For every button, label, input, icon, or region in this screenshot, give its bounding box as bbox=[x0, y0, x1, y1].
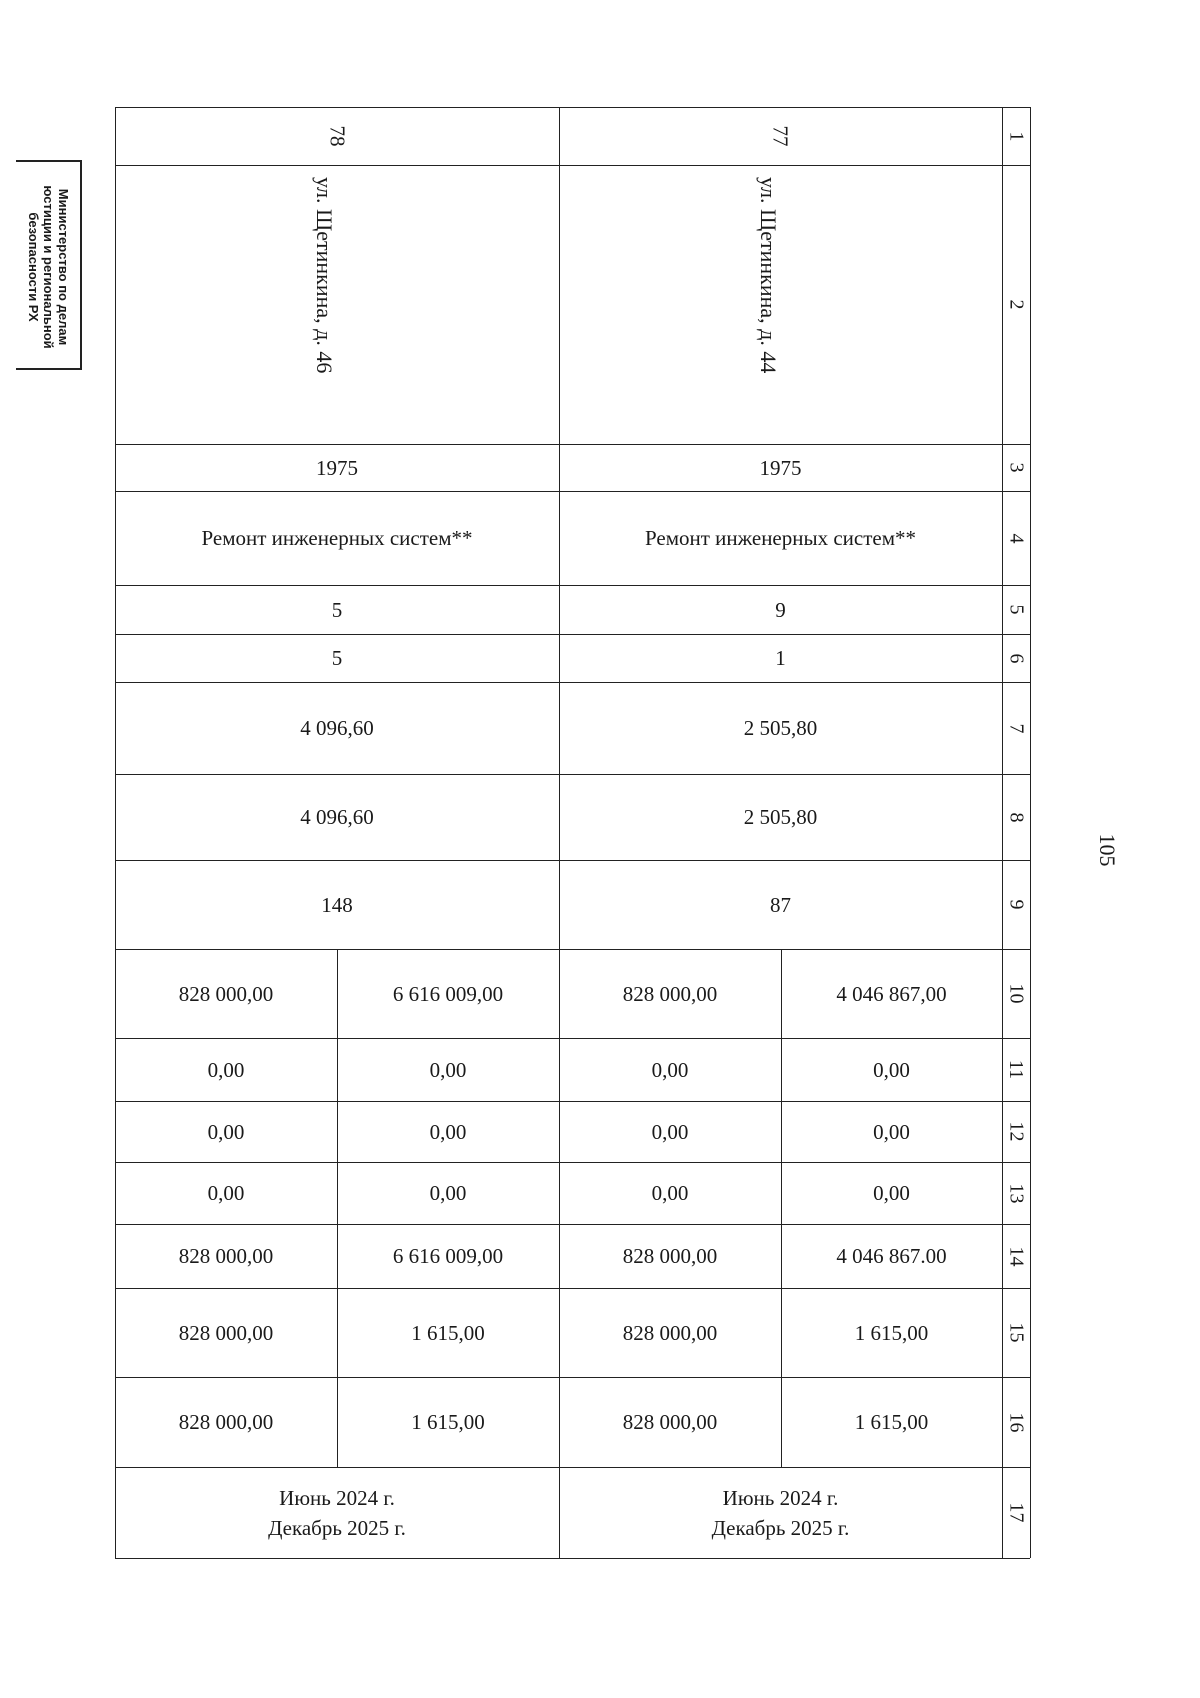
page-number: 105 bbox=[1095, 833, 1120, 867]
record-period bbox=[115, 1467, 559, 1558]
record-r14b: 4 046 867.00 bbox=[836, 1244, 947, 1268]
row-number: 15 bbox=[1005, 1322, 1028, 1343]
stamp-line-2: юстиции и региональной bbox=[41, 185, 57, 349]
record-r11a: 0,00 bbox=[651, 1057, 689, 1082]
table-border-right bbox=[1030, 107, 1031, 1558]
record-r12a: 0,00 bbox=[207, 1119, 245, 1144]
record-r15a: 828 000,00 bbox=[178, 1320, 274, 1345]
record-r11a: 0,00 bbox=[207, 1057, 245, 1082]
row-number: 7 bbox=[1005, 723, 1028, 733]
row-number: 4 bbox=[1005, 533, 1028, 543]
record-r5: 5 bbox=[331, 597, 343, 622]
stamp-line-3: безопасности РХ bbox=[26, 212, 42, 322]
data-table bbox=[115, 107, 1030, 1560]
row-number: 14 bbox=[1005, 1246, 1028, 1266]
record-r7: 2 505,80 bbox=[743, 716, 818, 740]
stamp-line-1: Министерство по делам bbox=[56, 188, 72, 346]
record-year: 1975 bbox=[316, 455, 358, 480]
record-period bbox=[559, 1467, 1002, 1558]
record-r13b: 0,00 bbox=[873, 1181, 910, 1205]
record-work-type: Ремонт инженерных систем** bbox=[644, 526, 917, 550]
record-r10a: 828 000,00 bbox=[178, 981, 274, 1006]
record-r6: 1 bbox=[775, 646, 786, 670]
record-r8: 4 096,60 bbox=[300, 805, 374, 829]
row-number: 17 bbox=[1005, 1502, 1028, 1523]
record-r16a: 828 000,00 bbox=[622, 1410, 718, 1434]
record-r8: 2 505,80 bbox=[743, 805, 818, 829]
period-start: Июнь 2024 г. bbox=[279, 1485, 395, 1510]
record-r15b: 1 615,00 bbox=[854, 1320, 929, 1345]
record-r10b: 6 616 009,00 bbox=[392, 981, 504, 1006]
record-work-type: Ремонт инженерных систем** bbox=[201, 526, 473, 550]
record-number: 77 bbox=[768, 125, 793, 147]
row-number: 11 bbox=[1005, 1059, 1028, 1080]
period-end: Декабрь 2025 г. bbox=[711, 1515, 850, 1540]
record-r10b: 4 046 867,00 bbox=[836, 981, 947, 1006]
record-r12a: 0,00 bbox=[651, 1119, 689, 1144]
record-r16b: 1 615,00 bbox=[854, 1410, 929, 1434]
row-number: 2 bbox=[1005, 299, 1028, 310]
record-r13a: 0,00 bbox=[651, 1181, 689, 1205]
record-r12b: 0,00 bbox=[429, 1119, 467, 1144]
row-number: 3 bbox=[1005, 462, 1028, 473]
row-number: 16 bbox=[1005, 1412, 1028, 1432]
record-number: 78 bbox=[325, 125, 349, 147]
record-r16a: 828 000,00 bbox=[178, 1410, 274, 1434]
record-r11b: 0,00 bbox=[873, 1057, 910, 1082]
record-r16b: 1 615,00 bbox=[411, 1410, 485, 1434]
row-number: 9 bbox=[1005, 899, 1028, 910]
ministry-stamp bbox=[16, 160, 82, 370]
record-r6: 5 bbox=[331, 646, 343, 670]
record-year: 1975 bbox=[759, 455, 802, 480]
record-r13a: 0,00 bbox=[207, 1181, 245, 1205]
row-number: 13 bbox=[1005, 1183, 1028, 1203]
record-r13b: 0,00 bbox=[429, 1181, 467, 1205]
record-r14a: 828 000,00 bbox=[622, 1244, 718, 1268]
record-address: ул. Щетинкина, д. 44 bbox=[756, 177, 781, 374]
row-number: 8 bbox=[1005, 812, 1028, 822]
row-number: 12 bbox=[1005, 1121, 1028, 1142]
record-r10a: 828 000,00 bbox=[622, 981, 718, 1006]
period-end: Декабрь 2025 г. bbox=[268, 1515, 406, 1540]
record-address: ул. Щетинкина, д. 46 bbox=[312, 177, 337, 374]
record-r14a: 828 000,00 bbox=[178, 1244, 274, 1268]
row-divider bbox=[115, 165, 1030, 166]
row-number: 6 bbox=[1005, 653, 1028, 663]
row-number: 1 bbox=[1005, 131, 1028, 141]
row-number: 5 bbox=[1005, 604, 1028, 615]
record-r11b: 0,00 bbox=[429, 1057, 467, 1082]
record-r15a: 828 000,00 bbox=[622, 1320, 718, 1345]
record-r9: 87 bbox=[770, 892, 791, 917]
stamp-text bbox=[16, 162, 82, 372]
record-r7: 4 096,60 bbox=[300, 716, 374, 740]
row-number: 10 bbox=[1005, 983, 1028, 1004]
record-r5: 9 bbox=[775, 597, 786, 622]
record-r9: 148 bbox=[321, 892, 353, 917]
record-r14b: 6 616 009,00 bbox=[392, 1244, 504, 1268]
period-start: Июнь 2024 г. bbox=[722, 1485, 839, 1510]
record-r12b: 0,00 bbox=[873, 1119, 910, 1144]
record-r15b: 1 615,00 bbox=[411, 1320, 485, 1345]
table-border-bottom bbox=[115, 1558, 1030, 1559]
